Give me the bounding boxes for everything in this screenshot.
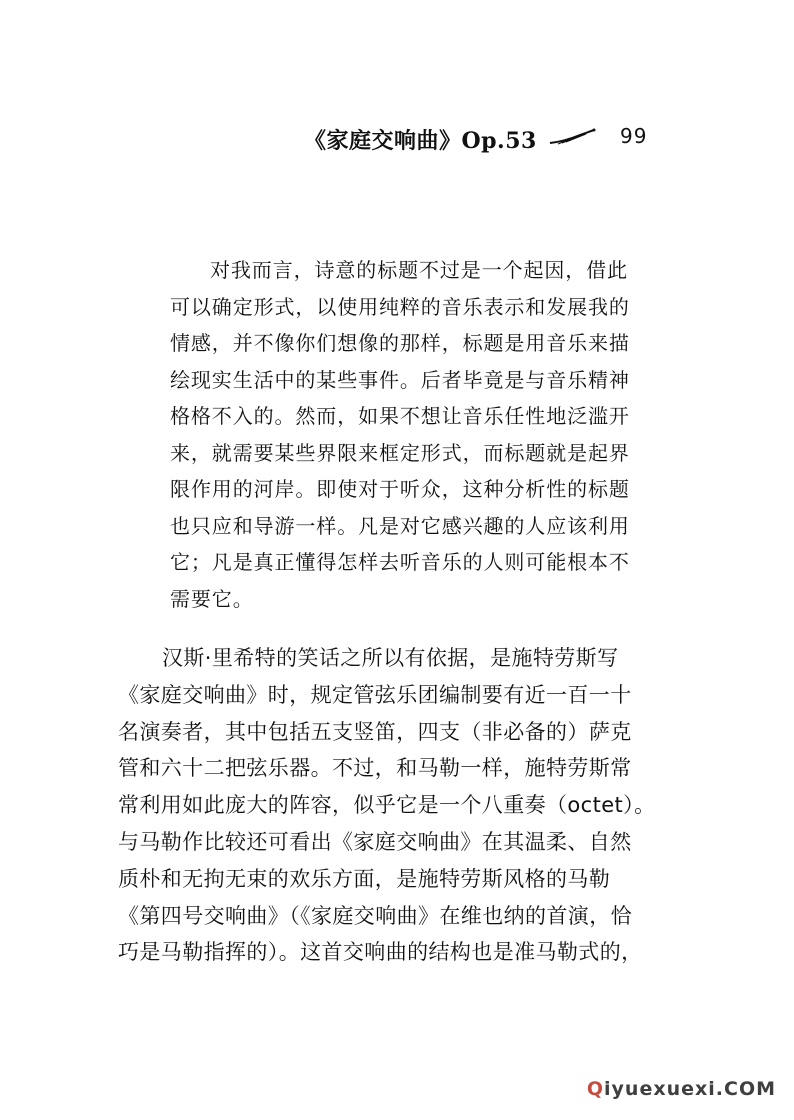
quote-line: 对我而言，诗意的标题不过是一个起因，借此	[210, 258, 628, 282]
page-number: 99	[620, 124, 648, 148]
quote-line: 它；凡是真正懂得怎样去听音乐的人则可能根本不	[170, 550, 630, 574]
quote-line: 情感，并不像你们想像的那样，标题是用音乐来描	[170, 331, 630, 355]
body-line: 质朴和无拘无束的欢乐方面，是施特劳斯风格的马勒	[118, 866, 611, 891]
quote-line: 来，就需要某些界限来框定形式，而标题就是起界	[170, 440, 630, 465]
quote-line: 绘现实生活中的某些事件。后者毕竟是与音乐精神	[170, 367, 630, 392]
body-line: 《第四号交响曲》（《家庭交响曲》在维也纳的首演，恰	[118, 903, 632, 928]
body-line: 管和六十二把弦乐器。不过，和马勒一样，施特劳斯常	[118, 756, 632, 781]
body-line: 与马勒作比较还可看出《家庭交响曲》在其温柔、自然	[118, 829, 632, 854]
quote-line: 可以确定形式，以使用纯粹的音乐表示和发展我的	[170, 294, 630, 319]
body-line: 常利用如此庞大的阵容，似乎它是一个八重奏（octet）。	[118, 793, 656, 818]
quote-line: 限作用的河岸。即使对于听众，这种分析性的标题	[170, 477, 630, 501]
body-line: 名演奏者，其中包括五支竖笛，四支（非必备的）萨克	[118, 719, 632, 744]
header-ornament-flourish	[548, 128, 596, 146]
quote-line: 也只应和导游一样。凡是对它感兴趣的人应该利用	[170, 513, 630, 538]
watermark-text: iyuexuexi.COM	[604, 1078, 776, 1100]
watermark-lead-letter: Q	[586, 1078, 605, 1100]
body-line: 汉斯·里希特的笑话之所以有依据，是施特劳斯写	[162, 646, 619, 670]
body-line: 《家庭交响曲》时，规定管弦乐团编制要有近一百一十	[118, 682, 632, 707]
site-watermark	[587, 1078, 776, 1100]
header-title: 《家庭交响曲》Op.53	[304, 128, 537, 154]
body-line: 巧是马勒指挥的）。这首交响曲的结构也是准马勒式的，	[118, 940, 643, 965]
quote-line: 需要它。	[170, 586, 254, 611]
running-header	[0, 124, 794, 158]
quote-line: 格格不入的。然而，如果不想让音乐任性地泛滥开	[170, 404, 630, 428]
quotation-block	[170, 252, 690, 617]
body-paragraph	[118, 640, 688, 971]
